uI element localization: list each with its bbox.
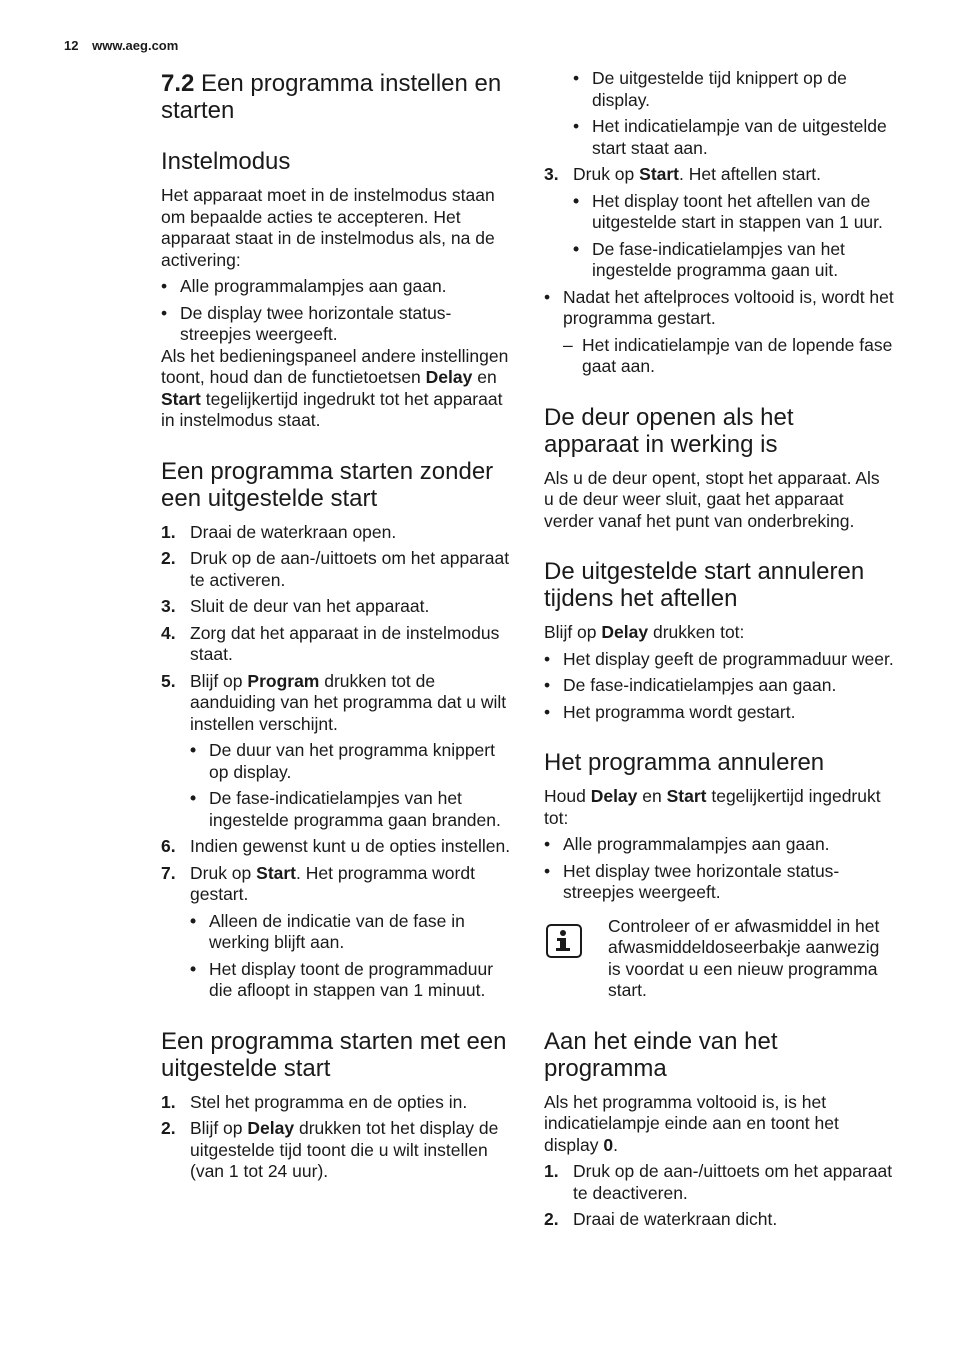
sub-bullets [573, 191, 894, 282]
list-item: • Het display toont de programmaduur die afloopt in stappen van 1 minuut. [190, 958, 494, 1000]
annuleren-uitgesteld-bullets [544, 649, 894, 724]
section-number: 7.2 [161, 70, 195, 97]
list-item: • Het programma wordt gestart. [544, 701, 796, 722]
heading-met-uitgestelde-start: Een programma starten met een uitgestelde start [161, 1027, 507, 1082]
step-item: 2. Blijf op Delay drukken tot het display de uitgestelde tijd toont die u wilt instellen (van 1 tot 24 uur). [161, 1118, 499, 1181]
list-item: • De fase-indicatielampjes van het ingestelde programma gaan uit. [573, 238, 845, 280]
section-heading [161, 70, 513, 124]
list-item [161, 276, 513, 298]
met-continued-bullets [544, 68, 894, 159]
instelmodus-intro: Het apparaat moet in de instelmodus staan om bepaalde acties te accepteren. Het apparaat staat in de instelmodus als, na de activering: [161, 185, 495, 270]
list-item: • Het display geeft de programmaduur weer. [544, 648, 894, 669]
step-item: 1. Druk op de aan-/uittoets om het apparaat te deactiveren. [544, 1161, 893, 1203]
met-step-3 [544, 164, 894, 282]
left-column [161, 70, 513, 1183]
list-item: • De uitgestelde tijd knippert op de display. [573, 68, 847, 110]
list-item: • Het display toont het aftellen van de uitgestelde start in stappen van 1 uur. [573, 190, 883, 232]
list-item: • Het display twee horizontale status-streepjes weergeeft. [544, 860, 840, 902]
step-item: 1. Draai de waterkraan open. [161, 521, 397, 542]
website-url[interactable]: www.aeg.com [92, 38, 179, 53]
bullet: • [161, 302, 168, 323]
page-number: 12 [64, 38, 79, 53]
annuleren-intro: Houd Delay en Start tegelijkertijd ingedrukt tot: [544, 786, 881, 828]
info-note-text: Controleer of er afwasmiddel in het afwasmiddeldoseerbakje aanwezig is voordat u een nieuw programma start. [608, 915, 880, 1000]
dash-list [563, 335, 894, 378]
aftel-bullet [544, 287, 894, 378]
list-item [161, 303, 513, 346]
zonder-steps [161, 522, 513, 1002]
heading-programma-annuleren: Het programma annuleren [544, 749, 825, 776]
sub-bullets [190, 911, 513, 1002]
section-title: Een programma instellen en starten [161, 70, 502, 124]
list-item: – Het indicatielampje van de lopende fase gaat aan. [563, 334, 893, 376]
annuleren-bullets [544, 834, 894, 904]
list-item: • Alle programmalampjes aan gaan. [544, 834, 830, 854]
step-item: 7. Druk op Start. Het programma wordt gestart. • Alleen de indicatie van de fase in werking blijft aan. • Het display toont de programmaduur die afloopt in stappen van 1 minuut. [161, 863, 513, 1002]
step-item: 2. Draai de waterkraan dicht. [544, 1209, 778, 1229]
step-item: 6. Indien gewenst kunt u de opties instellen. [161, 836, 511, 856]
met-steps [161, 1092, 513, 1183]
list-item: • Nadat het aftelproces voltooid is, wordt het programma gestart. – Het indicatielampje van de lopende fase gaat aan. [544, 286, 894, 376]
deur-text: Als u de deur opent, stopt het apparaat. Als u de deur weer sluit, gaat het apparaat verder vanaf het punt van onderbreking. [544, 467, 880, 531]
einde-intro: Als het programma voltooid is, is het indicatielampje einde aan en toont het display 0. [544, 1091, 839, 1155]
list-item-text: Alle programmalampjes aan gaan. [180, 276, 447, 296]
step-item: 2. Druk op de aan-/uittoets om het apparaat te activeren. [161, 548, 510, 590]
list-item: • Alleen de indicatie van de fase in werking blijft aan. [190, 910, 465, 952]
step-item: 3. Sluit de deur van het apparaat. [161, 596, 430, 616]
annuleren-uitgesteld-intro: Blijf op Delay drukken tot: [544, 622, 745, 642]
right-column [544, 68, 894, 1231]
page-header [64, 38, 178, 53]
heading-instelmodus: Instelmodus [161, 148, 291, 175]
step-item: 4. Zorg dat het apparaat in de instelmodus staat. [161, 622, 500, 664]
heading-zonder-uitgestelde-start: Een programma starten zonder een uitgestelde start [161, 457, 494, 512]
step-item: 1. Stel het programma en de opties in. [161, 1091, 468, 1112]
heading-einde-programma: Aan het einde van het programma [544, 1027, 778, 1082]
heading-uitgestelde-start-annuleren: De uitgestelde start annuleren tijdens het aftellen [544, 558, 865, 612]
einde-steps [544, 1161, 894, 1231]
info-icon [546, 924, 582, 958]
heading-deur-openen: De deur openen als het apparaat in werking is [544, 403, 794, 458]
list-item: • Het indicatielampje van de uitgestelde start staat aan. [573, 116, 887, 158]
sub-bullets [190, 740, 513, 831]
bullet: • [161, 276, 168, 296]
list-item-text: De display twee horizontale status-streepjes weergeeft. [180, 302, 452, 344]
list-item: • De fase-indicatielampjes van het ingestelde programma gaan branden. [190, 788, 501, 830]
step-item: 5. Blijf op Program drukken tot de aanduiding van het programma dat u wilt instellen verschijnt. • De duur van het programma knippert op display. • De fase-indicatielampjes van het ingestelde programma gaan branden. [161, 671, 513, 832]
list-item: • De duur van het programma knippert op display. [190, 740, 495, 782]
instelmodus-after: Als het bedieningspaneel andere instellingen toont, houd dan de functietoetsen Delay en Start tegelijkertijd ingedrukt tot het apparaat in instelmodus staat. [161, 345, 509, 430]
list-item: • De fase-indicatielampjes aan gaan. [544, 675, 837, 695]
instelmodus-bullets [161, 276, 513, 346]
step-item: 3. Druk op Start. Het aftellen start. • Het display toont het aftellen van de uitgestelde start in stappen van 1 uur. • De fase-indicatielampjes van het ingestelde programma gaan uit. [544, 164, 894, 282]
info-note [544, 916, 894, 1002]
